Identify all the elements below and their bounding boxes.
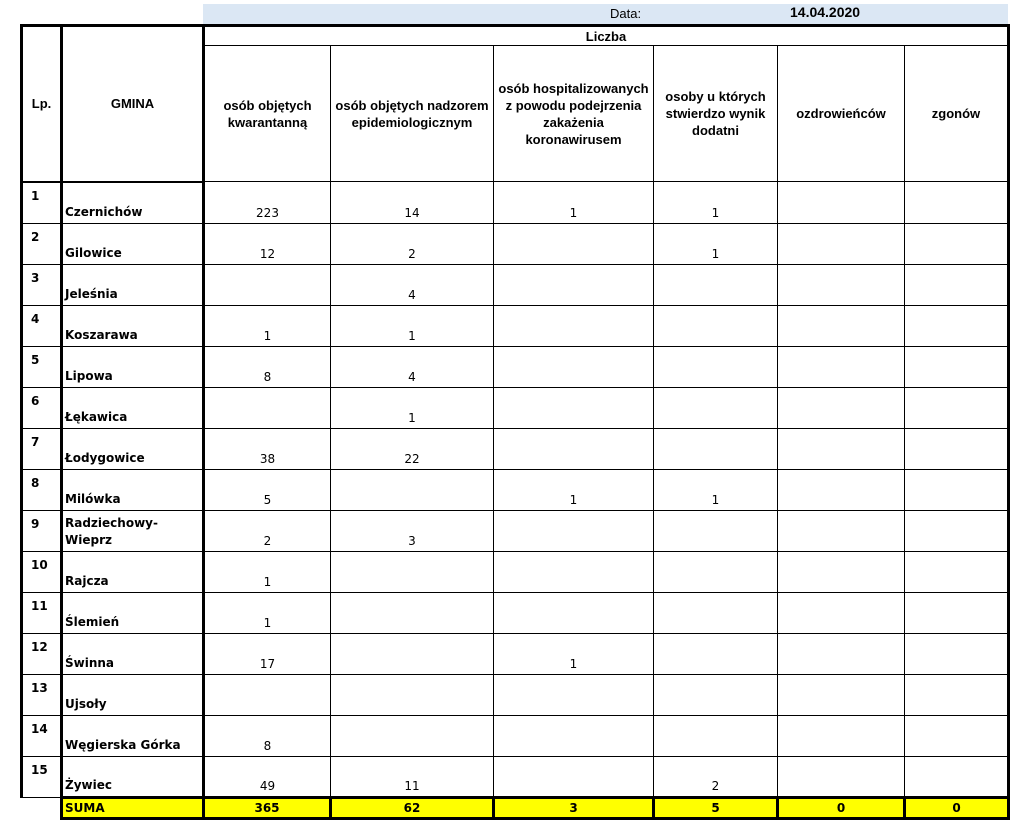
- cell-value: [905, 428, 1009, 469]
- cell-value: 223: [204, 182, 331, 224]
- cell-value: [905, 592, 1009, 633]
- row-lp: 9: [22, 510, 62, 551]
- row-gmina: Rajcza: [62, 551, 204, 592]
- cell-value: 8: [204, 715, 331, 756]
- row-lp: 14: [22, 715, 62, 756]
- cell-value: 2: [654, 756, 778, 797]
- cell-value: [778, 592, 905, 633]
- cell-value: 8: [204, 346, 331, 387]
- cell-value: [494, 305, 654, 346]
- cell-value: [494, 551, 654, 592]
- cell-value: [331, 469, 494, 510]
- table-row: [22, 264, 1009, 305]
- cell-value: 2: [204, 510, 331, 551]
- cell-value: 1: [494, 182, 654, 224]
- date-label: Data:: [610, 6, 642, 21]
- row-lp: 7: [22, 428, 62, 469]
- row-lp: 15: [22, 756, 62, 797]
- cell-value: [204, 674, 331, 715]
- cell-value: [654, 510, 778, 551]
- cell-value: [331, 633, 494, 674]
- cell-value: [778, 756, 905, 797]
- cell-value: 1: [654, 469, 778, 510]
- cell-value: [778, 510, 905, 551]
- cell-value: 38: [204, 428, 331, 469]
- sum-value: 3: [494, 797, 654, 818]
- sum-value: 0: [905, 797, 1009, 818]
- cell-value: [905, 715, 1009, 756]
- cell-value: [494, 387, 654, 428]
- cell-value: [494, 674, 654, 715]
- table-row: [22, 182, 1009, 224]
- cell-value: [905, 182, 1009, 224]
- cell-value: [331, 674, 494, 715]
- cell-value: 49: [204, 756, 331, 797]
- row-lp: 8: [22, 469, 62, 510]
- statistics-table: [20, 24, 1010, 820]
- cell-value: [494, 592, 654, 633]
- sum-row: [22, 797, 1009, 818]
- cell-value: [654, 674, 778, 715]
- cell-value: 5: [204, 469, 331, 510]
- header-gmina: GMINA: [62, 26, 204, 182]
- cell-value: [654, 387, 778, 428]
- cell-value: [778, 633, 905, 674]
- row-lp: 4: [22, 305, 62, 346]
- cell-value: [494, 264, 654, 305]
- cell-value: 17: [204, 633, 331, 674]
- date-value: 14.04.2020: [790, 4, 861, 20]
- cell-value: 4: [331, 346, 494, 387]
- row-gmina: Gilowice: [62, 223, 204, 264]
- cell-value: [905, 510, 1009, 551]
- cell-value: [654, 592, 778, 633]
- cell-value: [905, 223, 1009, 264]
- table-row: [22, 387, 1009, 428]
- cell-value: [494, 715, 654, 756]
- cell-value: 2: [331, 223, 494, 264]
- cell-value: [654, 715, 778, 756]
- cell-value: [204, 264, 331, 305]
- cell-value: [905, 756, 1009, 797]
- cell-value: [654, 551, 778, 592]
- row-gmina: Ujsoły: [62, 674, 204, 715]
- header-ozdrowiency: ozdrowieńców: [778, 46, 905, 182]
- row-gmina: Milówka: [62, 469, 204, 510]
- cell-value: [778, 715, 905, 756]
- table-row: [22, 551, 1009, 592]
- table-row: [22, 346, 1009, 387]
- cell-value: [778, 182, 905, 224]
- table-row: [22, 469, 1009, 510]
- sum-value: 0: [778, 797, 905, 818]
- table-row: [22, 428, 1009, 469]
- cell-value: [331, 715, 494, 756]
- table-row: [22, 510, 1009, 551]
- header-nadzor: osób objętych nadzorem epidemiologicznym: [331, 46, 494, 182]
- table-row: [22, 223, 1009, 264]
- cell-value: [905, 305, 1009, 346]
- cell-value: 1: [331, 387, 494, 428]
- cell-value: [331, 592, 494, 633]
- cell-value: [494, 510, 654, 551]
- cell-value: 1: [204, 592, 331, 633]
- sum-value: 365: [204, 797, 331, 818]
- row-lp: 6: [22, 387, 62, 428]
- row-gmina: Lipowa: [62, 346, 204, 387]
- cell-value: [778, 469, 905, 510]
- cell-value: 3: [331, 510, 494, 551]
- cell-value: 4: [331, 264, 494, 305]
- row-gmina: Łodygowice: [62, 428, 204, 469]
- table-row: [22, 674, 1009, 715]
- cell-value: 11: [331, 756, 494, 797]
- row-lp: 5: [22, 346, 62, 387]
- cell-value: [494, 428, 654, 469]
- row-gmina: Radziechowy-Wieprz: [62, 510, 204, 551]
- header-lp: Lp.: [22, 26, 62, 182]
- header-liczba: Liczba: [204, 26, 1009, 46]
- cell-value: [905, 551, 1009, 592]
- cell-value: [778, 428, 905, 469]
- header-wynik-dodatni: osoby u których stwierdzo wynik dodatni: [654, 46, 778, 182]
- cell-value: [905, 387, 1009, 428]
- cell-value: 14: [331, 182, 494, 224]
- cell-value: 12: [204, 223, 331, 264]
- row-gmina: Żywiec: [62, 756, 204, 797]
- row-gmina: Jeleśnia: [62, 264, 204, 305]
- row-lp: 13: [22, 674, 62, 715]
- cell-value: 1: [654, 223, 778, 264]
- row-lp: 10: [22, 551, 62, 592]
- cell-value: [204, 387, 331, 428]
- cell-value: [654, 305, 778, 346]
- cell-value: [905, 633, 1009, 674]
- cell-value: 1: [331, 305, 494, 346]
- row-lp: 1: [22, 182, 62, 224]
- cell-value: [905, 469, 1009, 510]
- cell-value: [778, 346, 905, 387]
- cell-value: [331, 551, 494, 592]
- table-row: [22, 592, 1009, 633]
- sum-value: 62: [331, 797, 494, 818]
- cell-value: [494, 346, 654, 387]
- cell-value: [778, 305, 905, 346]
- cell-value: 1: [204, 551, 331, 592]
- header-zgony: zgonów: [905, 46, 1009, 182]
- row-lp: 2: [22, 223, 62, 264]
- header-kwarantanna: osób objętych kwarantanną: [204, 46, 331, 182]
- cell-value: [654, 346, 778, 387]
- row-gmina: Czernichów: [62, 182, 204, 224]
- sum-spacer: [22, 797, 62, 818]
- cell-value: [654, 264, 778, 305]
- cell-value: [778, 551, 905, 592]
- sum-label: SUMA: [62, 797, 204, 818]
- cell-value: 1: [494, 633, 654, 674]
- cell-value: [778, 264, 905, 305]
- cell-value: [905, 674, 1009, 715]
- cell-value: [778, 387, 905, 428]
- cell-value: [494, 756, 654, 797]
- row-lp: 12: [22, 633, 62, 674]
- cell-value: 22: [331, 428, 494, 469]
- row-gmina: Węgierska Górka: [62, 715, 204, 756]
- cell-value: [494, 223, 654, 264]
- date-band: [203, 4, 1008, 24]
- row-gmina: Świnna: [62, 633, 204, 674]
- row-lp: 11: [22, 592, 62, 633]
- cell-value: [778, 674, 905, 715]
- table-row: [22, 715, 1009, 756]
- cell-value: 1: [494, 469, 654, 510]
- cell-value: [905, 346, 1009, 387]
- row-gmina: Koszarawa: [62, 305, 204, 346]
- cell-value: 1: [654, 182, 778, 224]
- sum-value: 5: [654, 797, 778, 818]
- cell-value: [654, 633, 778, 674]
- table-row: [22, 305, 1009, 346]
- header-hospitalizowani: osób hospitalizowanych z powodu podejrzenia zakażenia koronawirusem: [494, 46, 654, 182]
- table-row: [22, 756, 1009, 797]
- cell-value: [654, 428, 778, 469]
- cell-value: [778, 223, 905, 264]
- cell-value: [905, 264, 1009, 305]
- row-gmina: Łękawica: [62, 387, 204, 428]
- row-gmina: Ślemień: [62, 592, 204, 633]
- cell-value: 1: [204, 305, 331, 346]
- table-row: [22, 633, 1009, 674]
- row-lp: 3: [22, 264, 62, 305]
